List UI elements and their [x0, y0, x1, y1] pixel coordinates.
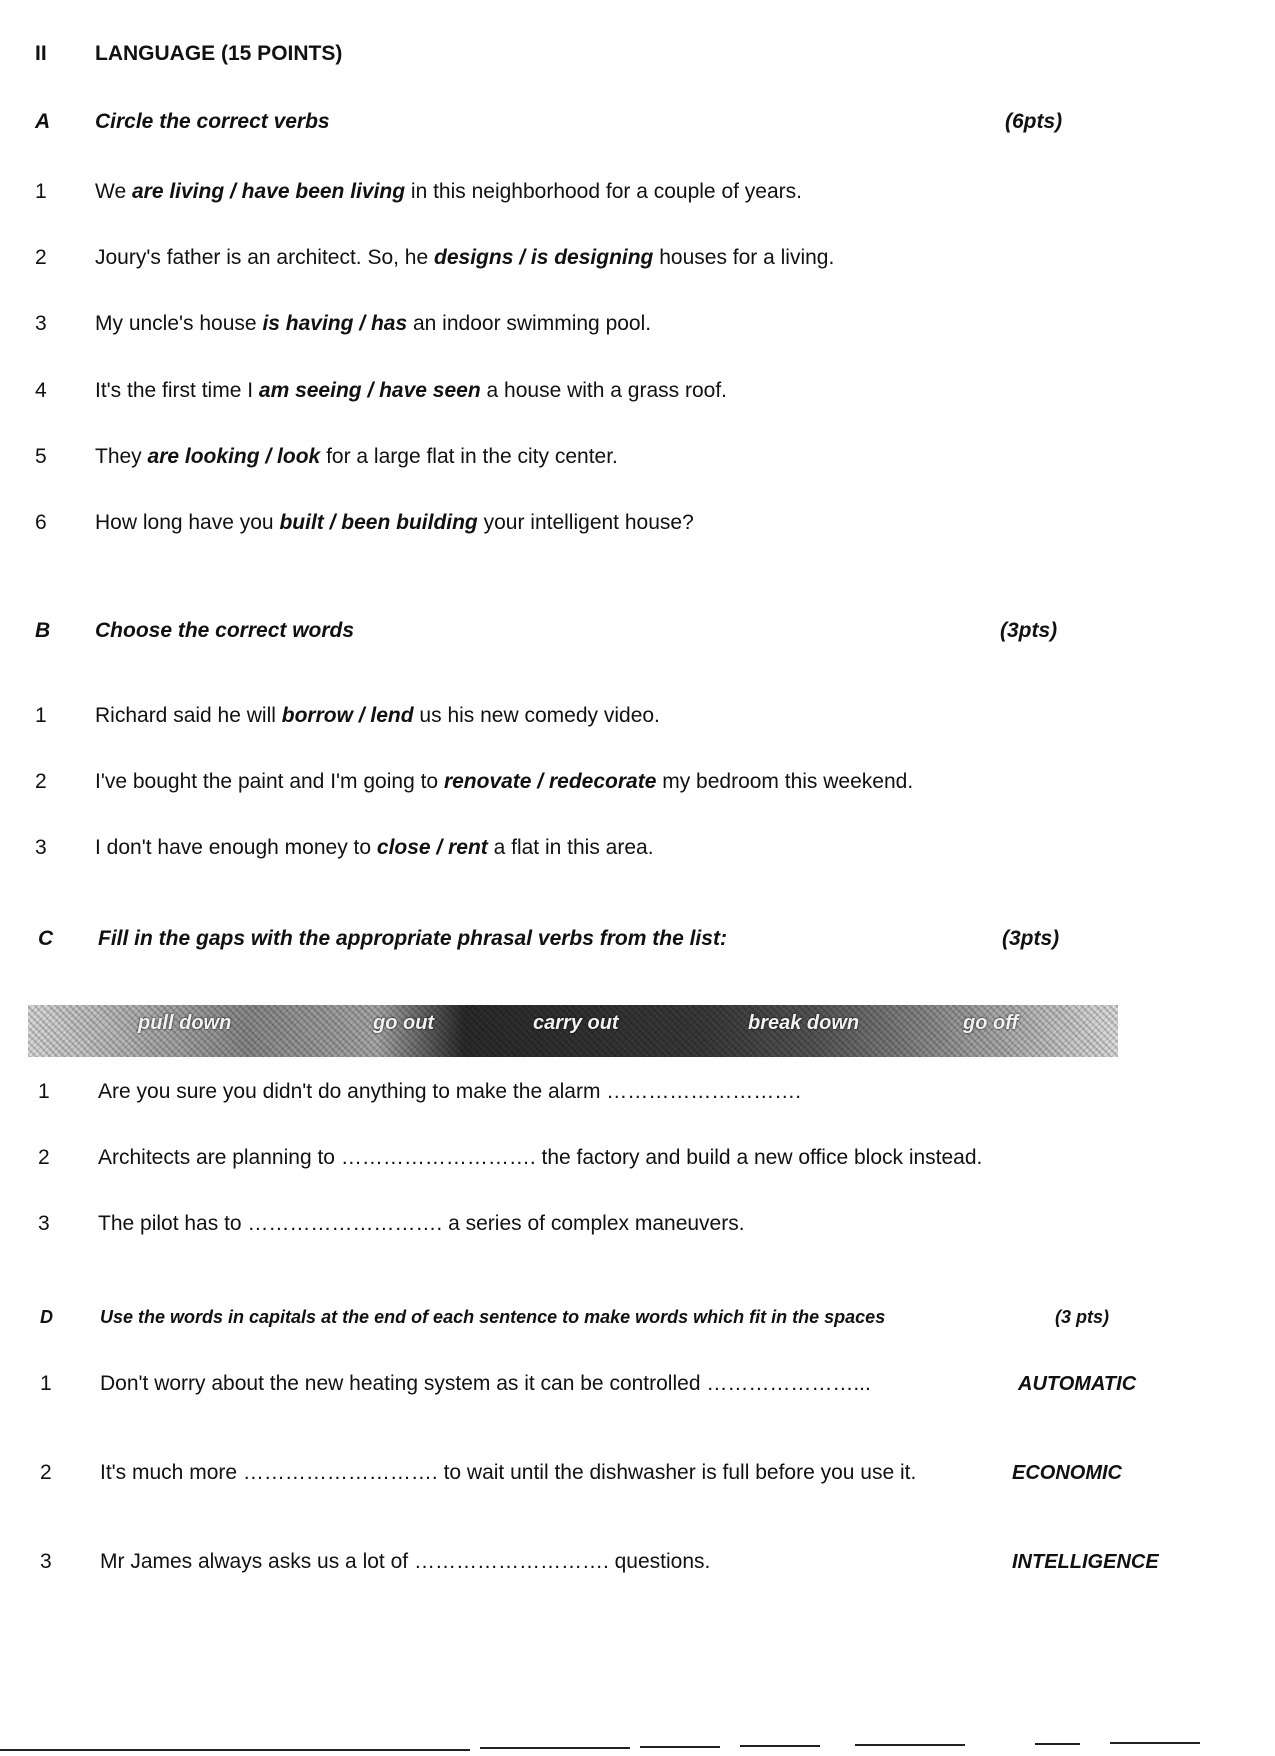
word-options[interactable]: renovate / redecorate [443, 770, 657, 793]
answer-blank[interactable]: …………………... [706, 1372, 871, 1395]
question-item [0, 307, 1275, 341]
section-a-letter: A [35, 110, 51, 133]
verb-options[interactable]: is having / has [262, 312, 408, 335]
section-d-letter: D [40, 1307, 53, 1327]
word-list-item: pull down [138, 1012, 232, 1034]
footer-rule [640, 1746, 720, 1748]
section-a-header [0, 105, 1275, 139]
word-list-item: break down [748, 1012, 860, 1034]
section-c-letter: C [38, 927, 54, 950]
footer-rule [480, 1747, 630, 1749]
question-item [0, 374, 1275, 408]
question-number: 1 [38, 1080, 50, 1103]
footer-rule [1035, 1743, 1080, 1745]
capitals-word: AUTOMATIC [1018, 1373, 1137, 1395]
phrasal-verb-word-list [28, 1005, 1118, 1057]
question-text: The pilot has to ………………………. a series of complex maneuvers. [98, 1212, 745, 1235]
question-text: Joury's father is an architect. So, he designs / is designing houses for a living. [95, 246, 835, 269]
verb-options[interactable]: designs / is designing [434, 246, 654, 269]
question-number: 4 [35, 379, 47, 402]
question-text: Architects are planning to ………………………. the factory and build a new office block instead. [98, 1146, 983, 1169]
question-number: 3 [35, 312, 47, 335]
word-options[interactable]: close / rent [376, 836, 488, 859]
verb-options[interactable]: are looking / look [147, 445, 321, 468]
answer-blank[interactable]: ………………………. [413, 1550, 609, 1573]
question-text: Don't worry about the new heating system as it can be controlled …………………... [100, 1372, 871, 1395]
answer-blank[interactable]: ………………………. [606, 1080, 802, 1103]
section-d-title: Use the words in capitals at the end of each sentence to make words which fit in the spaces [100, 1307, 886, 1327]
question-item [0, 1141, 1275, 1175]
question-text: I don't have enough money to close / rent a flat in this area. [95, 836, 654, 859]
page-header [0, 37, 1275, 71]
section-b-header [0, 614, 1275, 648]
word-list-item: go off [963, 1012, 1019, 1034]
question-text: It's the first time I am seeing / have seen a house with a grass roof. [95, 379, 727, 402]
page-title: LANGUAGE (15 POINTS) [95, 42, 343, 65]
question-text: We are living / have been living in this neighborhood for a couple of years. [95, 180, 802, 203]
question-number: 1 [35, 180, 47, 203]
word-list-item: go out [373, 1012, 435, 1034]
footer-rule [1110, 1742, 1200, 1744]
footer-rule [0, 1749, 470, 1751]
section-b-title: Choose the correct words [95, 619, 355, 642]
question-text: I've bought the paint and I'm going to renovate / redecorate my bedroom this weekend. [95, 770, 914, 793]
question-text: Are you sure you didn't do anything to make the alarm ………………………. [98, 1080, 802, 1103]
question-number: 2 [40, 1461, 52, 1484]
answer-blank[interactable]: ………………………. [242, 1461, 438, 1484]
question-item [0, 765, 1275, 799]
section-b-letter: B [35, 619, 51, 642]
question-number: 2 [38, 1146, 50, 1169]
answer-blank[interactable]: ………………………. [247, 1212, 443, 1235]
question-number: 3 [35, 836, 47, 859]
question-text: It's much more ………………………. to wait until the dishwasher is full before you use it. [100, 1461, 917, 1484]
question-number: 2 [35, 246, 47, 269]
capitals-word: INTELLIGENCE [1012, 1551, 1159, 1573]
question-number: 2 [35, 770, 47, 793]
section-c-title: Fill in the gaps with the appropriate phrasal verbs from the list: [98, 927, 727, 950]
section-a-points: (6pts) [1005, 110, 1063, 133]
question-item [0, 1207, 1275, 1241]
question-number: 6 [35, 511, 47, 534]
question-text: They are looking / look for a large flat in the city center. [95, 445, 618, 468]
verb-options[interactable]: am seeing / have seen [258, 379, 481, 402]
section-roman-numeral: II [35, 42, 47, 65]
section-d-header [0, 1300, 1275, 1334]
section-d-points: (3 pts) [1055, 1307, 1109, 1327]
question-text: How long have you built / been building your intelligent house? [95, 511, 694, 534]
question-item [0, 175, 1275, 209]
question-number: 1 [35, 704, 47, 727]
question-item [0, 1367, 1275, 1401]
footer-rule [740, 1745, 820, 1747]
question-item [0, 831, 1275, 865]
verb-options[interactable]: built / been building [279, 511, 478, 534]
section-b-points: (3pts) [1000, 619, 1058, 642]
question-text: Richard said he will borrow / lend us his new comedy video. [95, 704, 660, 727]
capitals-word: ECONOMIC [1012, 1462, 1122, 1484]
word-options[interactable]: borrow / lend [281, 704, 414, 727]
question-item [0, 1545, 1275, 1579]
verb-options[interactable]: are living / have been living [131, 180, 406, 203]
question-number: 3 [40, 1550, 52, 1573]
question-number: 5 [35, 445, 47, 468]
section-c-points: (3pts) [1002, 927, 1060, 950]
question-item [0, 1075, 1275, 1109]
question-text: Mr James always asks us a lot of ………………………. questions. [100, 1550, 711, 1573]
question-item [0, 440, 1275, 474]
question-number: 1 [40, 1372, 52, 1395]
question-text: My uncle's house is having / has an indoor swimming pool. [95, 312, 652, 335]
section-c-header [0, 922, 1275, 956]
footer-rule [855, 1744, 965, 1746]
question-item [0, 699, 1275, 733]
answer-blank[interactable]: ………………………. [340, 1146, 536, 1169]
word-list-item: carry out [533, 1012, 619, 1034]
question-number: 3 [38, 1212, 50, 1235]
section-a-title: Circle the correct verbs [95, 110, 330, 133]
question-item [0, 506, 1275, 540]
question-item [0, 241, 1275, 275]
question-item [0, 1456, 1275, 1490]
